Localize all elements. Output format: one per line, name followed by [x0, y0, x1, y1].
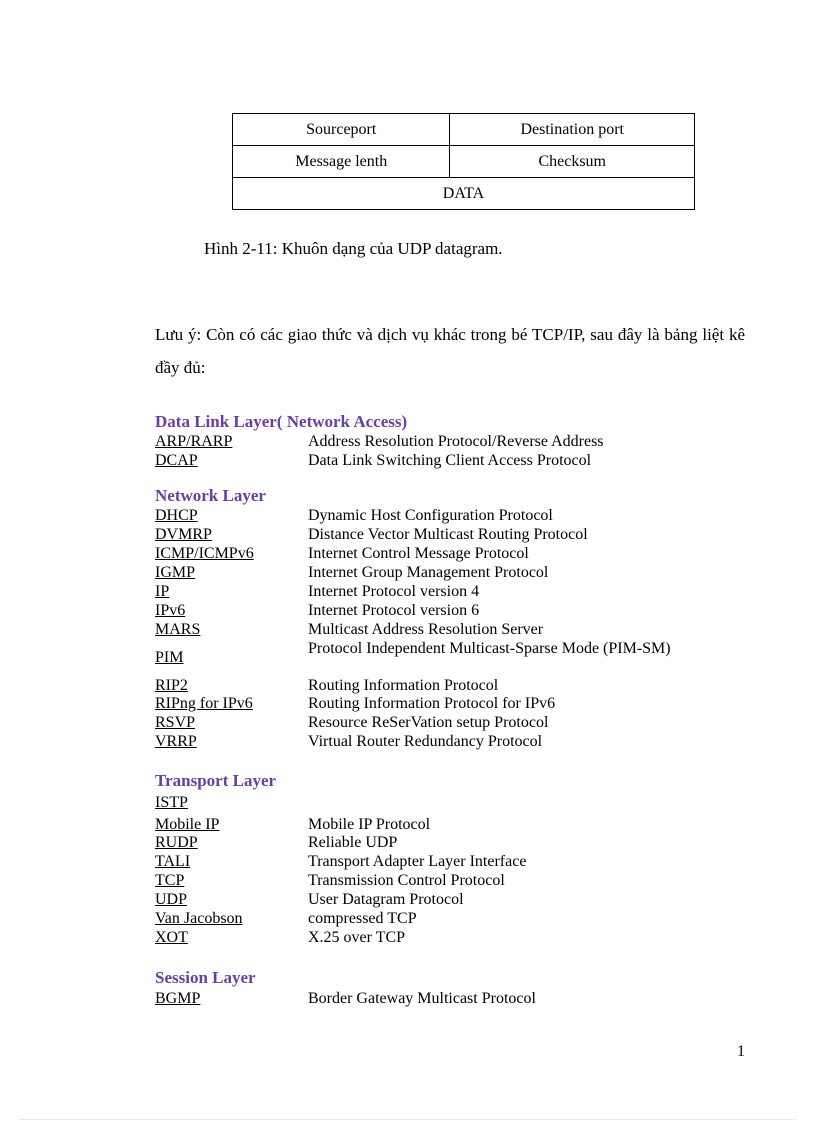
protocol-description: User Datagram Protocol: [308, 891, 464, 908]
protocol-acronym[interactable]: IGMP: [155, 564, 196, 581]
protocol-acronym[interactable]: BGMP: [155, 990, 201, 1007]
section-title-network: Network Layer: [155, 486, 266, 505]
protocol-acronym[interactable]: RIPng for IPv6: [155, 695, 253, 712]
protocol-acronym[interactable]: RSVP: [155, 714, 196, 731]
protocol-acronym[interactable]: DHCP: [155, 507, 198, 524]
page-bottom-divider: [20, 1119, 796, 1120]
protocol-description: Routing Information Protocol: [308, 677, 499, 694]
protocol-description: Address Resolution Protocol/Reverse Address: [308, 433, 604, 450]
protocol-acronym[interactable]: DCAP: [155, 452, 198, 469]
udp-datagram-table: [232, 113, 695, 210]
protocol-description: Internet Group Management Protocol: [308, 564, 549, 581]
page-number: 1: [737, 1043, 745, 1060]
protocol-acronym[interactable]: TCP: [155, 872, 185, 889]
protocol-acronym[interactable]: IPv6: [155, 602, 186, 619]
protocol-acronym[interactable]: ISTP: [155, 794, 188, 811]
protocol-description: Protocol Independent Multicast-Sparse Mode (PIM-SM): [308, 640, 671, 657]
protocol-description: compressed TCP: [308, 910, 417, 927]
table-row: [233, 178, 695, 210]
protocol-description: Mobile IP Protocol: [308, 816, 431, 833]
section-title-data-link: Data Link Layer( Network Access): [155, 412, 408, 431]
protocol-acronym[interactable]: PIM: [155, 649, 184, 666]
protocol-description: Internet Control Message Protocol: [308, 545, 529, 562]
protocol-description: Reliable UDP: [308, 834, 398, 851]
checksum-cell: Checksum: [450, 146, 695, 178]
protocol-description: X.25 over TCP: [308, 929, 406, 946]
protocol-description: Routing Information Protocol for IPv6: [308, 695, 556, 712]
section-title-session: Session Layer: [155, 968, 256, 987]
protocol-acronym[interactable]: DVMRP: [155, 526, 212, 543]
destination-port-cell: Destination port: [450, 114, 695, 146]
section-title-transport: Transport Layer: [155, 771, 277, 790]
protocol-description: Transmission Control Protocol: [308, 872, 505, 889]
figure-caption: Hình 2-11: Khuôn dạng của UDP datagram.: [204, 239, 503, 258]
protocol-acronym[interactable]: VRRP: [155, 733, 197, 750]
protocol-description: Resource ReSerVation setup Protocol: [308, 714, 549, 731]
protocol-acronym[interactable]: ARP/RARP: [155, 433, 233, 450]
protocol-description: Data Link Switching Client Access Protocol: [308, 452, 592, 469]
message-length-cell: Message lenth: [233, 146, 450, 178]
protocol-acronym[interactable]: ICMP/ICMPv6: [155, 545, 254, 562]
protocol-acronym[interactable]: RIP2: [155, 677, 188, 694]
protocol-acronym[interactable]: Van Jacobson: [155, 910, 243, 927]
protocol-acronym[interactable]: IP: [155, 583, 170, 600]
protocol-description: Transport Adapter Layer Interface: [308, 853, 527, 870]
protocol-acronym[interactable]: Mobile IP: [155, 816, 220, 833]
table-row: [233, 146, 695, 178]
source-port-cell: Sourceport: [233, 114, 450, 146]
protocol-description: Multicast Address Resolution Server: [308, 621, 544, 638]
protocol-description: Internet Protocol version 6: [308, 602, 480, 619]
protocol-description: Internet Protocol version 4: [308, 583, 480, 600]
protocol-description: Distance Vector Multicast Routing Protocol: [308, 526, 588, 543]
protocol-acronym[interactable]: RUDP: [155, 834, 198, 851]
protocol-description: Dynamic Host Configuration Protocol: [308, 507, 553, 524]
note-paragraph: Lưu ý: Còn có các giao thức và dịch vụ khác trong bé TCP/IP, sau đây là bảng liệt kê đầy đủ:: [155, 325, 745, 377]
data-cell: DATA: [233, 178, 695, 210]
protocol-description: Virtual Router Redundancy Protocol: [308, 733, 543, 750]
protocol-acronym[interactable]: MARS: [155, 621, 201, 638]
protocol-acronym[interactable]: TALI: [155, 853, 191, 870]
protocol-description: Border Gateway Multicast Protocol: [308, 990, 536, 1007]
table-row: [233, 114, 695, 146]
protocol-acronym[interactable]: XOT: [155, 929, 188, 946]
protocol-acronym[interactable]: UDP: [155, 891, 188, 908]
